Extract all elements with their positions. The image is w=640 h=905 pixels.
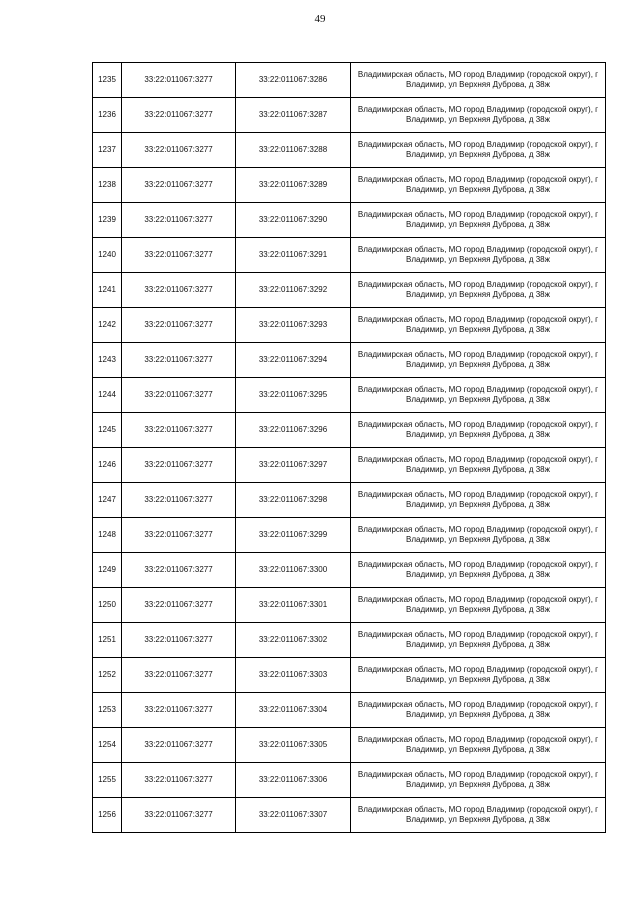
cadastral-number-cell: 33:22:011067:3305 — [236, 728, 351, 763]
table-row — [93, 728, 606, 763]
table-row — [93, 273, 606, 308]
table-row — [93, 553, 606, 588]
table-row — [93, 343, 606, 378]
table-row — [93, 623, 606, 658]
cadastral-number-cell: 33:22:011067:3300 — [236, 553, 351, 588]
table-row — [93, 518, 606, 553]
table-row — [93, 693, 606, 728]
cadastral-number-cell: 33:22:011067:3303 — [236, 658, 351, 693]
cadastral-number-cell: 33:22:011067:3290 — [236, 203, 351, 238]
address-cell: Владимирская область, МО город Владимир (городской округ), г Владимир, ул Верхняя Дуброва, д 38ж — [351, 238, 606, 273]
row-number-cell: 1249 — [93, 553, 122, 588]
parent-cadastral-cell: 33:22:011067:3277 — [122, 763, 236, 798]
address-cell: Владимирская область, МО город Владимир (городской округ), г Владимир, ул Верхняя Дуброва, д 38ж — [351, 728, 606, 763]
row-number-cell: 1255 — [93, 763, 122, 798]
table-row — [93, 763, 606, 798]
parent-cadastral-cell: 33:22:011067:3277 — [122, 623, 236, 658]
parent-cadastral-cell: 33:22:011067:3277 — [122, 553, 236, 588]
table-row — [93, 238, 606, 273]
cadastral-number-cell: 33:22:011067:3304 — [236, 693, 351, 728]
cadastral-number-cell: 33:22:011067:3301 — [236, 588, 351, 623]
parent-cadastral-cell: 33:22:011067:3277 — [122, 483, 236, 518]
parent-cadastral-cell: 33:22:011067:3277 — [122, 343, 236, 378]
row-number-cell: 1248 — [93, 518, 122, 553]
table-row — [93, 203, 606, 238]
parent-cadastral-cell: 33:22:011067:3277 — [122, 133, 236, 168]
row-number-cell: 1237 — [93, 133, 122, 168]
address-cell: Владимирская область, МО город Владимир (городской округ), г Владимир, ул Верхняя Дуброва, д 38ж — [351, 168, 606, 203]
cadastral-number-cell: 33:22:011067:3289 — [236, 168, 351, 203]
address-cell: Владимирская область, МО город Владимир (городской округ), г Владимир, ул Верхняя Дуброва, д 38ж — [351, 658, 606, 693]
cadastral-number-cell: 33:22:011067:3296 — [236, 413, 351, 448]
row-number-cell: 1241 — [93, 273, 122, 308]
cadastral-number-cell: 33:22:011067:3298 — [236, 483, 351, 518]
cadastral-number-cell: 33:22:011067:3295 — [236, 378, 351, 413]
address-cell: Владимирская область, МО город Владимир (городской округ), г Владимир, ул Верхняя Дуброва, д 38ж — [351, 623, 606, 658]
address-cell: Владимирская область, МО город Владимир (городской округ), г Владимир, ул Верхняя Дуброва, д 38ж — [351, 798, 606, 833]
cadastral-number-cell: 33:22:011067:3297 — [236, 448, 351, 483]
row-number-cell: 1252 — [93, 658, 122, 693]
parent-cadastral-cell: 33:22:011067:3277 — [122, 693, 236, 728]
table-row — [93, 448, 606, 483]
cadastral-number-cell: 33:22:011067:3306 — [236, 763, 351, 798]
cadastral-number-cell: 33:22:011067:3294 — [236, 343, 351, 378]
address-cell: Владимирская область, МО город Владимир (городской округ), г Владимир, ул Верхняя Дуброва, д 38ж — [351, 518, 606, 553]
parent-cadastral-cell: 33:22:011067:3277 — [122, 728, 236, 763]
cadastral-number-cell: 33:22:011067:3292 — [236, 273, 351, 308]
address-cell: Владимирская область, МО город Владимир (городской округ), г Владимир, ул Верхняя Дуброва, д 38ж — [351, 98, 606, 133]
row-number-cell: 1243 — [93, 343, 122, 378]
parent-cadastral-cell: 33:22:011067:3277 — [122, 448, 236, 483]
address-cell: Владимирская область, МО город Владимир (городской округ), г Владимир, ул Верхняя Дуброва, д 38ж — [351, 553, 606, 588]
table-row — [93, 588, 606, 623]
cadastral-number-cell: 33:22:011067:3286 — [236, 63, 351, 98]
table-row — [93, 308, 606, 343]
row-number-cell: 1247 — [93, 483, 122, 518]
cadastral-number-cell: 33:22:011067:3299 — [236, 518, 351, 553]
parent-cadastral-cell: 33:22:011067:3277 — [122, 203, 236, 238]
address-cell: Владимирская область, МО город Владимир (городской округ), г Владимир, ул Верхняя Дуброва, д 38ж — [351, 378, 606, 413]
parent-cadastral-cell: 33:22:011067:3277 — [122, 518, 236, 553]
table-body — [93, 63, 606, 833]
parent-cadastral-cell: 33:22:011067:3277 — [122, 238, 236, 273]
parent-cadastral-cell: 33:22:011067:3277 — [122, 168, 236, 203]
table-row — [93, 98, 606, 133]
address-cell: Владимирская область, МО город Владимир (городской округ), г Владимир, ул Верхняя Дуброва, д 38ж — [351, 203, 606, 238]
row-number-cell: 1253 — [93, 693, 122, 728]
parent-cadastral-cell: 33:22:011067:3277 — [122, 378, 236, 413]
cadastral-number-cell: 33:22:011067:3288 — [236, 133, 351, 168]
row-number-cell: 1256 — [93, 798, 122, 833]
address-cell: Владимирская область, МО город Владимир (городской округ), г Владимир, ул Верхняя Дуброва, д 38ж — [351, 133, 606, 168]
table-row — [93, 483, 606, 518]
row-number-cell: 1240 — [93, 238, 122, 273]
cadastral-number-cell: 33:22:011067:3293 — [236, 308, 351, 343]
address-cell: Владимирская область, МО город Владимир (городской округ), г Владимир, ул Верхняя Дуброва, д 38ж — [351, 588, 606, 623]
row-number-cell: 1239 — [93, 203, 122, 238]
parent-cadastral-cell: 33:22:011067:3277 — [122, 308, 236, 343]
table-row — [93, 413, 606, 448]
parent-cadastral-cell: 33:22:011067:3277 — [122, 413, 236, 448]
row-number-cell: 1235 — [93, 63, 122, 98]
page-number: 49 — [314, 13, 326, 25]
registry-table — [92, 62, 606, 833]
row-number-cell: 1246 — [93, 448, 122, 483]
table-row — [93, 658, 606, 693]
row-number-cell: 1254 — [93, 728, 122, 763]
parent-cadastral-cell: 33:22:011067:3277 — [122, 63, 236, 98]
row-number-cell: 1236 — [93, 98, 122, 133]
table-row — [93, 133, 606, 168]
parent-cadastral-cell: 33:22:011067:3277 — [122, 658, 236, 693]
row-number-cell: 1251 — [93, 623, 122, 658]
parent-cadastral-cell: 33:22:011067:3277 — [122, 588, 236, 623]
table-row — [93, 798, 606, 833]
table-row — [93, 63, 606, 98]
cadastral-number-cell: 33:22:011067:3302 — [236, 623, 351, 658]
cadastral-number-cell: 33:22:011067:3307 — [236, 798, 351, 833]
cadastral-number-cell: 33:22:011067:3287 — [236, 98, 351, 133]
table-row — [93, 168, 606, 203]
row-number-cell: 1245 — [93, 413, 122, 448]
address-cell: Владимирская область, МО город Владимир (городской округ), г Владимир, ул Верхняя Дуброва, д 38ж — [351, 308, 606, 343]
row-number-cell: 1242 — [93, 308, 122, 343]
cadastral-number-cell: 33:22:011067:3291 — [236, 238, 351, 273]
address-cell: Владимирская область, МО город Владимир (городской округ), г Владимир, ул Верхняя Дуброва, д 38ж — [351, 273, 606, 308]
row-number-cell: 1250 — [93, 588, 122, 623]
row-number-cell: 1244 — [93, 378, 122, 413]
parent-cadastral-cell: 33:22:011067:3277 — [122, 798, 236, 833]
address-cell: Владимирская область, МО город Владимир (городской округ), г Владимир, ул Верхняя Дуброва, д 38ж — [351, 763, 606, 798]
address-cell: Владимирская область, МО город Владимир (городской округ), г Владимир, ул Верхняя Дуброва, д 38ж — [351, 63, 606, 98]
address-cell: Владимирская область, МО город Владимир (городской округ), г Владимир, ул Верхняя Дуброва, д 38ж — [351, 483, 606, 518]
parent-cadastral-cell: 33:22:011067:3277 — [122, 98, 236, 133]
address-cell: Владимирская область, МО город Владимир (городской округ), г Владимир, ул Верхняя Дуброва, д 38ж — [351, 343, 606, 378]
table-row — [93, 378, 606, 413]
address-cell: Владимирская область, МО город Владимир (городской округ), г Владимир, ул Верхняя Дуброва, д 38ж — [351, 693, 606, 728]
address-cell: Владимирская область, МО город Владимир (городской округ), г Владимир, ул Верхняя Дуброва, д 38ж — [351, 448, 606, 483]
row-number-cell: 1238 — [93, 168, 122, 203]
parent-cadastral-cell: 33:22:011067:3277 — [122, 273, 236, 308]
address-cell: Владимирская область, МО город Владимир (городской округ), г Владимир, ул Верхняя Дуброва, д 38ж — [351, 413, 606, 448]
